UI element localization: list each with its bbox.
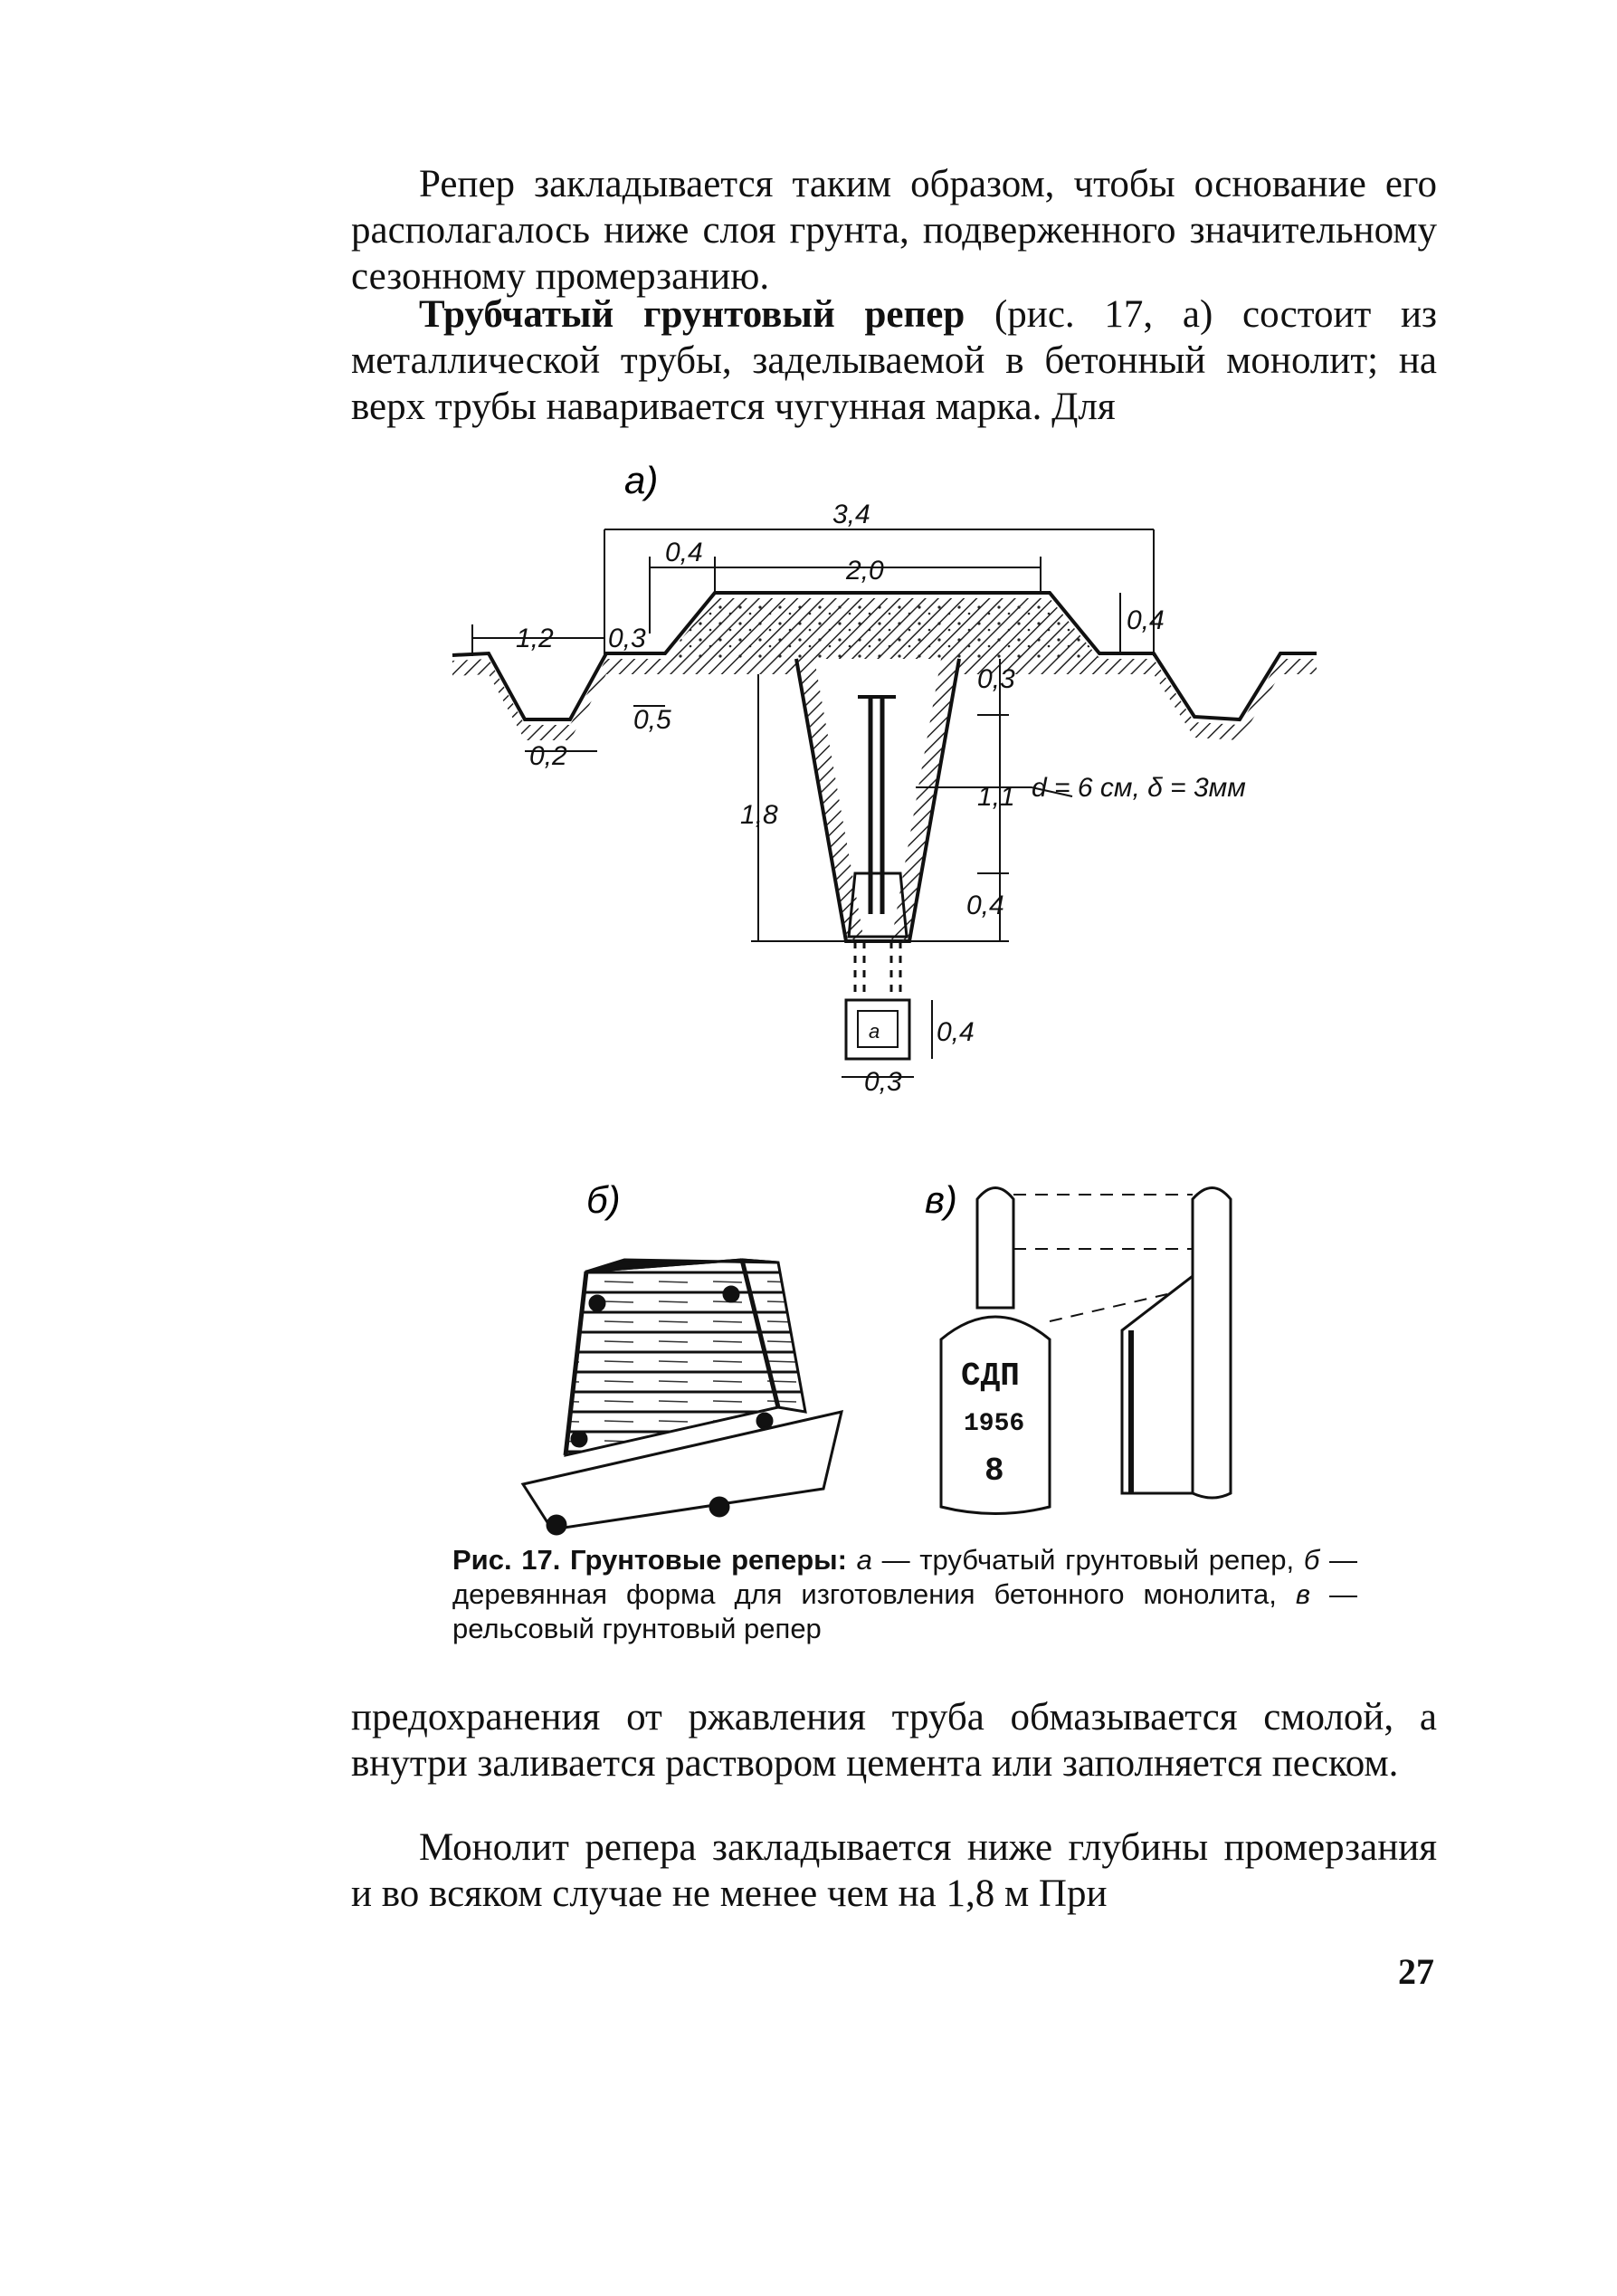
dim-top-slope: 0,4	[665, 538, 703, 567]
dim-base-width: 0,3	[864, 1067, 902, 1097]
caption-a-text: — трубчатый грунтовый репер,	[871, 1544, 1295, 1576]
caption-prefix: Рис. 17. Грунтовые реперы:	[452, 1544, 847, 1576]
paragraph-4-text: Монолит репера закладывается ниже глубины промерзания и во всяком случае не менее чем на 1,8 м При	[351, 1826, 1437, 1915]
dim-depth-total: 1,8	[740, 800, 778, 830]
marker-line-3: 8	[984, 1453, 1004, 1490]
dim-ditch-depth: 0,5	[633, 705, 671, 735]
figure-a-label: а)	[624, 459, 659, 501]
dim-mound-height: 0,3	[608, 624, 646, 653]
dim-right-bottom: 0,4	[966, 891, 1004, 920]
dim-top-inner: 2,0	[846, 556, 884, 586]
figure-v-label: в)	[925, 1178, 957, 1221]
figure-b-label: б)	[586, 1178, 621, 1221]
dim-pipe-spec: d = 6 см, δ = 3мм	[1032, 773, 1246, 803]
dim-ditch-width: 1,2	[516, 624, 554, 653]
paragraph-1-text: Репер закладывается таким образом, чтобы основание его располагалось ниже слоя грунта, подверженного значительному сезонному промерзанию.	[351, 163, 1437, 298]
wooden-form-illustration	[523, 1260, 842, 1534]
marker-line-2: 1956	[964, 1410, 1025, 1438]
dim-ditch-bottom: 0,2	[529, 741, 567, 771]
page-number: 27	[1398, 1951, 1434, 1992]
caption-v-text: — рельсовый грунтовый репер	[452, 1578, 1357, 1644]
dim-right-top: 0,3	[977, 664, 1015, 694]
dim-right-mid: 1,1	[977, 782, 1015, 812]
paragraph-2-bold-term: Трубчатый грунтовый репер	[419, 293, 965, 336]
paragraph-3-text: предохранения от ржавления труба обмазывается смолой, а внутри заливается раствором цемента или заполняется песком.	[351, 1696, 1437, 1785]
caption-a-letter: а	[856, 1544, 872, 1576]
dim-mound-right: 0,4	[1127, 605, 1165, 635]
figure-a-cross-section	[452, 529, 1317, 1077]
dim-base-mark: а	[869, 1020, 880, 1043]
caption-v-letter: в	[1295, 1578, 1310, 1610]
paragraph-2-text: (рис. 17, а) состоит из металлической трубы, заделываемой в бетонный монолит; на верх трубы наваривается чугунная марка. Для	[351, 293, 1437, 428]
caption-b-text: — деревянная форма для изготовления бетонного монолита,	[452, 1544, 1357, 1610]
dim-top-width: 3,4	[832, 500, 870, 529]
paragraph-3	[351, 1694, 1437, 1786]
dim-base-height: 0,4	[937, 1017, 975, 1047]
figure-caption	[452, 1543, 1357, 1646]
marker-line-1: СДП	[961, 1358, 1020, 1395]
caption-b-letter: б	[1303, 1544, 1320, 1576]
paragraph-4	[351, 1824, 1437, 1917]
